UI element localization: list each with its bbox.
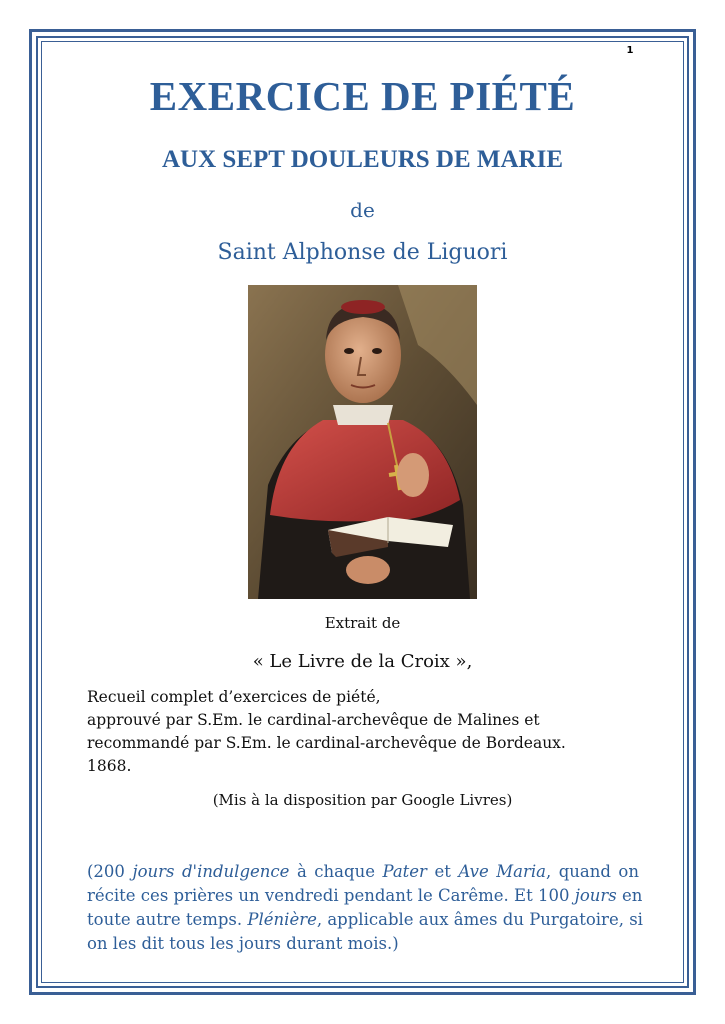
- book-title: « Le Livre de la Croix »,: [252, 651, 473, 672]
- publication-year: 1868.: [87, 757, 132, 775]
- availability-note: (Mis à la disposition par Google Livres): [212, 791, 513, 809]
- document-subtitle: AUX SEPT DOULEURS DE MARIE: [162, 146, 563, 173]
- indulgence-line: récite ces prières un vendredi pendant le Carême. Et 100 jours en: [87, 886, 643, 905]
- description-line: recommandé par S.Em. le cardinal-archevêque de Bordeaux.: [87, 734, 566, 752]
- collection-description: [87, 686, 647, 778]
- document-title: EXERCICE DE PIÉTÉ: [149, 73, 576, 119]
- author-name: Saint Alphonse de Liguori: [217, 240, 508, 265]
- portrait-illustration-icon: [248, 285, 477, 599]
- description-line: Recueil complet d’exercices de piété,: [87, 688, 381, 706]
- by-word: de: [350, 198, 375, 222]
- page-number: 1: [626, 45, 634, 56]
- indulgence-line: on les dit tous les jours durant mois.): [87, 934, 399, 953]
- indulgence-line: toute autre temps. Plénière, applicable aux âmes du Purgatoire, si: [87, 910, 643, 929]
- indulgence-note: [87, 860, 643, 956]
- extract-label: Extrait de: [324, 614, 401, 632]
- description-line: approuvé par S.Em. le cardinal-archevêque de Malines et: [87, 711, 540, 729]
- saint-portrait-image: [248, 285, 477, 599]
- indulgence-line: (200 jours d'indulgence à chaque Pater et Ave Maria, quand on: [87, 862, 639, 881]
